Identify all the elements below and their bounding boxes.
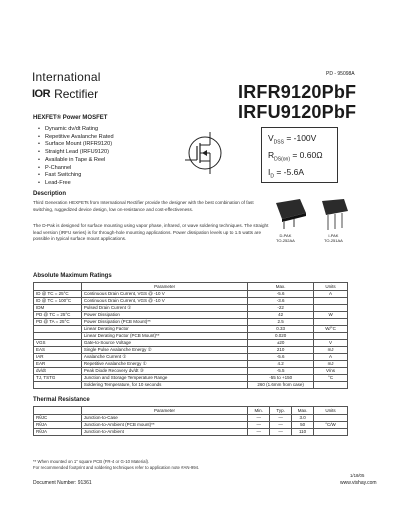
table-cell: 2.5 — [248, 319, 314, 326]
table-cell: A — [314, 291, 348, 298]
thermal-title: Thermal Resistance — [33, 397, 90, 403]
table-row — [34, 361, 348, 368]
feature-item: • Repetitive Avalanche Rated — [38, 134, 114, 142]
table-cell: Soldering Temperature, for 10 seconds — [81, 382, 247, 389]
dpak-package-icon — [270, 197, 310, 231]
table-cell: Power Dissipation (PCB Mount)** — [81, 319, 247, 326]
description-title: Description — [33, 191, 67, 197]
table-cell: ID @ TC = 100°C — [34, 298, 82, 305]
table-cell: IDM — [34, 305, 82, 312]
note-2: For recommended footprint and soldering techniques refer to application note #AN-994. — [33, 464, 200, 470]
table-cell: — — [248, 415, 270, 422]
feature-item: • Dynamic dv/dt Rating — [38, 126, 114, 134]
table-row — [34, 422, 348, 429]
table-cell: -22 — [248, 305, 314, 312]
table-row — [34, 333, 348, 340]
table-cell — [314, 298, 348, 305]
table-cell: Peak Diode Recovery dv/dt ③ — [81, 368, 247, 375]
table-cell: 50 — [292, 422, 314, 429]
table-row — [34, 298, 348, 305]
table-cell: 3.0 — [292, 415, 314, 422]
table-cell: Power Dissipation — [81, 312, 247, 319]
table-cell: mJ — [314, 347, 348, 354]
product-subtitle: HEXFET® Power MOSFET — [33, 115, 108, 121]
package-label-2: I-PAK TO-251AA — [324, 233, 343, 243]
table-cell: 0.020 — [248, 333, 314, 340]
table-row — [34, 415, 348, 422]
spec-rdson: $R_{DS(on)} = 0.60\Omega$ — [268, 150, 323, 163]
description-para2: The D-Pak is designed for surface mounting using vapor phase, infrared, or wave soldering techniques. The straight lead version (IRFU series) is for through-hole mounting applications. Power dissipation levels up to 1.5 watts are possible in typical surface mount applications. — [33, 223, 269, 242]
table-row — [34, 347, 348, 354]
table-cell: -5.6 — [248, 291, 314, 298]
feature-list — [38, 126, 114, 188]
table-row — [34, 312, 348, 319]
table-cell — [314, 319, 348, 326]
logo-mark: IOR — [32, 88, 51, 100]
table-row — [34, 326, 348, 333]
table-row — [34, 375, 348, 382]
table-cell — [34, 382, 82, 389]
note-1: ** When mounted on 1" square PCB (FR-4 or G-10 Material). — [33, 459, 150, 464]
mosfet-symbol-icon — [180, 128, 230, 178]
table-cell: TJ, TSTG — [34, 375, 82, 382]
table-row — [34, 368, 348, 375]
logo-line1: International — [32, 70, 101, 84]
table-cell: Linear Derating Factor — [81, 326, 247, 333]
table-cell — [314, 333, 348, 340]
table-cell: Repetitive Avalanche Energy ① — [81, 361, 247, 368]
table-cell: Gate-to-Source Voltage — [81, 340, 247, 347]
thermal-table — [33, 406, 348, 436]
table-cell: RθJA — [34, 422, 82, 429]
table-cell: -3.6 — [248, 298, 314, 305]
table-cell: 42 — [248, 312, 314, 319]
table-cell: 210 — [248, 347, 314, 354]
table-cell: Pulsed Drain Current ① — [81, 305, 247, 312]
feature-item: • Surface Mount (IRFR9120) — [38, 141, 114, 149]
table-cell: -5.5 — [248, 368, 314, 375]
table-cell: V/ns — [314, 368, 348, 375]
table-cell: dv/dt — [34, 368, 82, 375]
table-cell: °C — [314, 375, 348, 382]
feature-item: • Lead-Free — [38, 180, 114, 188]
package-images — [268, 197, 358, 247]
table-cell: A — [314, 354, 348, 361]
table-cell — [314, 429, 348, 436]
table-cell: EAS — [34, 347, 82, 354]
table-cell: W — [314, 312, 348, 319]
pd-number: PD - 95098A — [326, 71, 355, 77]
table-cell: — — [270, 429, 292, 436]
table-row — [34, 319, 348, 326]
document-number: Document Number: 91361 — [33, 480, 92, 486]
table-cell: RθJA — [34, 429, 82, 436]
table-cell: Continuous Drain Current, VGS @ -10 V — [81, 298, 247, 305]
table-cell: Single Pulse Avalanche Energy ② — [81, 347, 247, 354]
revision-date: 1/18/05 — [350, 473, 365, 478]
table-row — [34, 429, 348, 436]
part-number-1: IRFR9120PbF — [238, 82, 357, 102]
table-cell: °C/W — [314, 422, 348, 429]
spec-id: $I_D = -5.6A$ — [268, 167, 305, 180]
table-cell: — — [270, 422, 292, 429]
table-header-row: Parameter Max. Units — [34, 283, 348, 291]
table-cell: Linear Derating Factor (PCB Mount)** — [81, 333, 247, 340]
table-cell: Junction-to-Ambient — [81, 429, 247, 436]
part-number-2: IRFU9120PbF — [238, 102, 357, 122]
feature-item: • Straight Lead (IRFU9120) — [38, 149, 114, 157]
footnotes — [33, 459, 199, 471]
table-cell: Avalanche Current ① — [81, 354, 247, 361]
table-cell: -5.6 — [248, 354, 314, 361]
table-cell — [314, 415, 348, 422]
table-cell: — — [270, 415, 292, 422]
table-cell: V — [314, 340, 348, 347]
feature-item: • Available in Tape & Reel — [38, 157, 114, 165]
key-specs-box — [261, 127, 338, 183]
table-cell: RθJC — [34, 415, 82, 422]
table-cell — [34, 333, 82, 340]
abs-max-title: Absolute Maximum Ratings — [33, 273, 112, 279]
feature-item: • P-Channel — [38, 165, 114, 173]
table-cell — [34, 326, 82, 333]
logo-block — [32, 87, 98, 101]
table-row — [34, 382, 348, 389]
spec-vdss: $V_{DSS} = -100V$ — [268, 133, 317, 146]
logo-line2: Rectifier — [54, 87, 99, 101]
table-cell: EAR — [34, 361, 82, 368]
table-cell: Junction-to-Case — [81, 415, 247, 422]
table-row — [34, 291, 348, 298]
website: www.vishay.com — [340, 480, 377, 486]
table-cell: 0.33 — [248, 326, 314, 333]
table-cell — [314, 305, 348, 312]
table-row — [34, 354, 348, 361]
table-cell: mJ — [314, 361, 348, 368]
table-cell: ID @ TC = 25°C — [34, 291, 82, 298]
package-label-1: D-PAK TO-252AA — [276, 233, 295, 243]
table-cell: Continuous Drain Current, VGS @ -10 V — [81, 291, 247, 298]
feature-item: • Fast Switching — [38, 172, 114, 180]
table-cell: PD @ TC = 25°C — [34, 312, 82, 319]
table-row — [34, 340, 348, 347]
table-cell: Junction and Storage Temperature Range — [81, 375, 247, 382]
table-cell: 4.2 — [248, 361, 314, 368]
ipak-package-icon — [316, 197, 356, 231]
table-cell: VGS — [34, 340, 82, 347]
table-cell: 260 (1.6mm from case) — [248, 382, 314, 389]
table-cell: IAR — [34, 354, 82, 361]
table-cell: ±20 — [248, 340, 314, 347]
table-cell: — — [248, 429, 270, 436]
description-para1: Third Generation HEXFETs from International Rectifier provide the designer with the best combination of fast switching, ruggedized device design, low on-resistance and cost-effectiveness. — [33, 200, 254, 212]
table-cell: W/°C — [314, 326, 348, 333]
table-cell — [314, 382, 348, 389]
table-cell: 110 — [292, 429, 314, 436]
table-cell: — — [248, 422, 270, 429]
abs-max-table — [33, 282, 348, 389]
table-cell: -55 to +150 — [248, 375, 314, 382]
table-cell: Junction-to-Ambient (PCB mount)** — [81, 422, 247, 429]
table-header-row: Parameter Min. Typ. Max. Units — [34, 407, 348, 415]
table-cell: PD @ TA = 25°C — [34, 319, 82, 326]
table-row — [34, 305, 348, 312]
